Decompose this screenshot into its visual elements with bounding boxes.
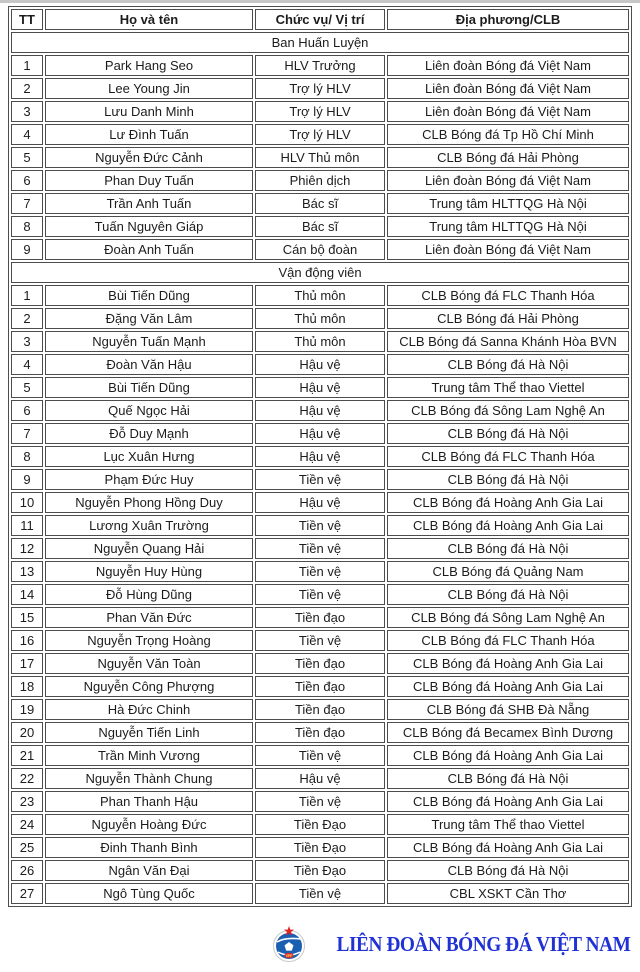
position-cell: Tiền Đạo bbox=[255, 814, 385, 835]
name-cell: Lưu Danh Minh bbox=[45, 101, 253, 122]
section-title: Vận động viên bbox=[11, 262, 629, 283]
name-cell: Bùi Tiến Dũng bbox=[45, 285, 253, 306]
table-row bbox=[11, 354, 629, 375]
name-cell: Nguyễn Huy Hùng bbox=[45, 561, 253, 582]
table-row bbox=[11, 147, 629, 168]
row-number-cell: 8 bbox=[11, 216, 43, 237]
row-number-cell: 12 bbox=[11, 538, 43, 559]
position-cell: Hậu vệ bbox=[255, 423, 385, 444]
name-cell: Nguyễn Trọng Hoàng bbox=[45, 630, 253, 651]
table-row bbox=[11, 722, 629, 743]
table-row bbox=[11, 55, 629, 76]
name-cell: Đỗ Hùng Dũng bbox=[45, 584, 253, 605]
position-cell: Tiền vệ bbox=[255, 791, 385, 812]
name-cell: Ngô Tùng Quốc bbox=[45, 883, 253, 904]
vff-logo-text: VFF bbox=[285, 953, 292, 958]
row-number-cell: 25 bbox=[11, 837, 43, 858]
position-cell: Phiên dịch bbox=[255, 170, 385, 191]
position-cell: Hậu vệ bbox=[255, 492, 385, 513]
table-row bbox=[11, 400, 629, 421]
club-cell: CLB Bóng đá Hải Phòng bbox=[387, 308, 629, 329]
name-cell: Trần Anh Tuấn bbox=[45, 193, 253, 214]
row-number-cell: 3 bbox=[11, 101, 43, 122]
name-cell: Đoàn Anh Tuấn bbox=[45, 239, 253, 260]
table-row bbox=[11, 239, 629, 260]
row-number-cell: 17 bbox=[11, 653, 43, 674]
row-number-cell: 26 bbox=[11, 860, 43, 881]
club-cell: CLB Bóng đá Hoàng Anh Gia Lai bbox=[387, 791, 629, 812]
position-cell: Thủ môn bbox=[255, 308, 385, 329]
table-row bbox=[11, 538, 629, 559]
name-cell: Nguyễn Thành Chung bbox=[45, 768, 253, 789]
table-row bbox=[11, 883, 629, 904]
row-number-cell: 7 bbox=[11, 423, 43, 444]
roster-table-header bbox=[11, 9, 629, 30]
row-number-cell: 6 bbox=[11, 400, 43, 421]
row-number-cell: 24 bbox=[11, 814, 43, 835]
position-cell: Thủ môn bbox=[255, 331, 385, 352]
position-cell: Tiền Đạo bbox=[255, 837, 385, 858]
position-cell: Tiền vệ bbox=[255, 745, 385, 766]
table-row bbox=[11, 745, 629, 766]
position-cell: Hậu vệ bbox=[255, 377, 385, 398]
club-cell: Liên đoàn Bóng đá Việt Nam bbox=[387, 78, 629, 99]
name-cell: Nguyễn Văn Toàn bbox=[45, 653, 253, 674]
table-row bbox=[11, 837, 629, 858]
row-number-cell: 5 bbox=[11, 377, 43, 398]
row-number-cell: 13 bbox=[11, 561, 43, 582]
table-row bbox=[11, 676, 629, 697]
club-cell: CLB Bóng đá FLC Thanh Hóa bbox=[387, 446, 629, 467]
name-cell: Ngân Văn Đại bbox=[45, 860, 253, 881]
position-cell: HLV Trưởng bbox=[255, 55, 385, 76]
club-cell: Liên đoàn Bóng đá Việt Nam bbox=[387, 55, 629, 76]
position-cell: HLV Thủ môn bbox=[255, 147, 385, 168]
name-cell: Park Hang Seo bbox=[45, 55, 253, 76]
club-cell: CLB Bóng đá Hoàng Anh Gia Lai bbox=[387, 676, 629, 697]
club-cell: CLB Bóng đá Quảng Nam bbox=[387, 561, 629, 582]
club-cell: Liên đoàn Bóng đá Việt Nam bbox=[387, 101, 629, 122]
table-row bbox=[11, 170, 629, 191]
club-cell: CLB Bóng đá Hà Nội bbox=[387, 768, 629, 789]
table-row bbox=[11, 423, 629, 444]
name-cell: Lục Xuân Hưng bbox=[45, 446, 253, 467]
table-row bbox=[11, 124, 629, 145]
row-number-cell: 16 bbox=[11, 630, 43, 651]
position-cell: Tiền đạo bbox=[255, 653, 385, 674]
row-number-cell: 9 bbox=[11, 469, 43, 490]
row-number-cell: 18 bbox=[11, 676, 43, 697]
table-row bbox=[11, 860, 629, 881]
row-number-cell: 11 bbox=[11, 515, 43, 536]
table-row bbox=[11, 699, 629, 720]
name-cell: Nguyễn Hoàng Đức bbox=[45, 814, 253, 835]
row-number-cell: 7 bbox=[11, 193, 43, 214]
position-cell: Tiền vệ bbox=[255, 515, 385, 536]
club-cell: CLB Bóng đá Tp Hồ Chí Minh bbox=[387, 124, 629, 145]
row-number-cell: 6 bbox=[11, 170, 43, 191]
position-cell: Tiền đạo bbox=[255, 699, 385, 720]
table-row bbox=[11, 768, 629, 789]
position-cell: Tiền vệ bbox=[255, 630, 385, 651]
position-cell: Bác sĩ bbox=[255, 193, 385, 214]
table-row bbox=[11, 446, 629, 467]
row-number-cell: 4 bbox=[11, 354, 43, 375]
table-row bbox=[11, 101, 629, 122]
position-cell: Tiền vệ bbox=[255, 469, 385, 490]
club-cell: Trung tâm Thể thao Viettel bbox=[387, 814, 629, 835]
row-number-cell: 22 bbox=[11, 768, 43, 789]
table-row bbox=[11, 492, 629, 513]
name-cell: Nguyễn Tiến Linh bbox=[45, 722, 253, 743]
table-row bbox=[11, 78, 629, 99]
table-row bbox=[11, 331, 629, 352]
club-cell: Trung tâm Thể thao Viettel bbox=[387, 377, 629, 398]
row-number-cell: 4 bbox=[11, 124, 43, 145]
row-number-cell: 3 bbox=[11, 331, 43, 352]
club-cell: CLB Bóng đá Hà Nội bbox=[387, 584, 629, 605]
position-cell: Tiền đạo bbox=[255, 722, 385, 743]
header-club: Địa phương/CLB bbox=[387, 9, 629, 30]
club-cell: Liên đoàn Bóng đá Việt Nam bbox=[387, 170, 629, 191]
club-cell: CLB Bóng đá Sanna Khánh Hòa BVN bbox=[387, 331, 629, 352]
roster-table bbox=[8, 6, 632, 907]
section-row bbox=[11, 262, 629, 283]
header-tt: TT bbox=[11, 9, 43, 30]
position-cell: Tiền Đạo bbox=[255, 860, 385, 881]
row-number-cell: 5 bbox=[11, 147, 43, 168]
name-cell: Bùi Tiến Dũng bbox=[45, 377, 253, 398]
name-cell: Đặng Văn Lâm bbox=[45, 308, 253, 329]
club-cell: CBL XSKT Cần Thơ bbox=[387, 883, 629, 904]
name-cell: Nguyễn Công Phượng bbox=[45, 676, 253, 697]
name-cell: Nguyễn Tuấn Mạnh bbox=[45, 331, 253, 352]
row-number-cell: 19 bbox=[11, 699, 43, 720]
header-position: Chức vụ/ Vị trí bbox=[255, 9, 385, 30]
club-cell: CLB Bóng đá Hoàng Anh Gia Lai bbox=[387, 837, 629, 858]
club-cell: CLB Bóng đá Hoàng Anh Gia Lai bbox=[387, 492, 629, 513]
name-cell: Đoàn Văn Hậu bbox=[45, 354, 253, 375]
name-cell: Nguyễn Phong Hồng Duy bbox=[45, 492, 253, 513]
position-cell: Tiền vệ bbox=[255, 538, 385, 559]
club-cell: CLB Bóng đá FLC Thanh Hóa bbox=[387, 285, 629, 306]
row-number-cell: 23 bbox=[11, 791, 43, 812]
position-cell: Tiền vệ bbox=[255, 883, 385, 904]
name-cell: Lư Đình Tuấn bbox=[45, 124, 253, 145]
name-cell: Đinh Thanh Bình bbox=[45, 837, 253, 858]
club-cell: CLB Bóng đá FLC Thanh Hóa bbox=[387, 630, 629, 651]
position-cell: Hậu vệ bbox=[255, 354, 385, 375]
club-cell: Liên đoàn Bóng đá Việt Nam bbox=[387, 239, 629, 260]
club-cell: CLB Bóng đá Hoàng Anh Gia Lai bbox=[387, 745, 629, 766]
table-row bbox=[11, 469, 629, 490]
top-border-line bbox=[0, 0, 640, 3]
position-cell: Tiền đạo bbox=[255, 676, 385, 697]
row-number-cell: 1 bbox=[11, 285, 43, 306]
header-name: Họ và tên bbox=[45, 9, 253, 30]
section-row bbox=[11, 32, 629, 53]
position-cell: Hậu vệ bbox=[255, 768, 385, 789]
table-row bbox=[11, 630, 629, 651]
row-number-cell: 14 bbox=[11, 584, 43, 605]
position-cell: Bác sĩ bbox=[255, 216, 385, 237]
position-cell: Tiền đạo bbox=[255, 607, 385, 628]
name-cell: Phan Duy Tuấn bbox=[45, 170, 253, 191]
name-cell: Phan Thanh Hậu bbox=[45, 791, 253, 812]
table-row bbox=[11, 308, 629, 329]
header-row bbox=[11, 9, 629, 30]
table-row bbox=[11, 285, 629, 306]
roster-table-body bbox=[11, 32, 629, 904]
table-row bbox=[11, 561, 629, 582]
table-row bbox=[11, 814, 629, 835]
table-row bbox=[11, 607, 629, 628]
federation-name: LIÊN ĐOÀN BÓNG ĐÁ VIỆT NAM bbox=[336, 931, 630, 956]
club-cell: CLB Bóng đá Hải Phòng bbox=[387, 147, 629, 168]
section-title: Ban Huấn Luyện bbox=[11, 32, 629, 53]
position-cell: Trợ lý HLV bbox=[255, 124, 385, 145]
row-number-cell: 21 bbox=[11, 745, 43, 766]
position-cell: Trợ lý HLV bbox=[255, 78, 385, 99]
name-cell: Phan Văn Đức bbox=[45, 607, 253, 628]
club-cell: CLB Bóng đá Hà Nội bbox=[387, 860, 629, 881]
name-cell: Trần Minh Vương bbox=[45, 745, 253, 766]
row-number-cell: 10 bbox=[11, 492, 43, 513]
name-cell: Tuấn Nguyên Giáp bbox=[45, 216, 253, 237]
position-cell: Cán bộ đoàn bbox=[255, 239, 385, 260]
position-cell: Thủ môn bbox=[255, 285, 385, 306]
club-cell: CLB Bóng đá Sông Lam Nghệ An bbox=[387, 400, 629, 421]
row-number-cell: 2 bbox=[11, 78, 43, 99]
vff-logo-icon bbox=[271, 925, 307, 963]
name-cell: Phạm Đức Huy bbox=[45, 469, 253, 490]
name-cell: Nguyễn Đức Cảnh bbox=[45, 147, 253, 168]
table-row bbox=[11, 377, 629, 398]
row-number-cell: 8 bbox=[11, 446, 43, 467]
club-cell: CLB Bóng đá Hoàng Anh Gia Lai bbox=[387, 515, 629, 536]
position-cell: Hậu vệ bbox=[255, 400, 385, 421]
table-row bbox=[11, 193, 629, 214]
club-cell: CLB Bóng đá Hoàng Anh Gia Lai bbox=[387, 653, 629, 674]
row-number-cell: 2 bbox=[11, 308, 43, 329]
name-cell: Lương Xuân Trường bbox=[45, 515, 253, 536]
name-cell: Đỗ Duy Mạnh bbox=[45, 423, 253, 444]
name-cell: Nguyễn Quang Hải bbox=[45, 538, 253, 559]
footer bbox=[8, 925, 632, 963]
table-row bbox=[11, 584, 629, 605]
club-cell: Trung tâm HLTTQG Hà Nội bbox=[387, 216, 629, 237]
row-number-cell: 20 bbox=[11, 722, 43, 743]
table-row bbox=[11, 216, 629, 237]
position-cell: Tiền vệ bbox=[255, 561, 385, 582]
club-cell: CLB Bóng đá Hà Nội bbox=[387, 423, 629, 444]
name-cell: Quế Ngọc Hải bbox=[45, 400, 253, 421]
club-cell: CLB Bóng đá Hà Nội bbox=[387, 469, 629, 490]
table-row bbox=[11, 653, 629, 674]
position-cell: Trợ lý HLV bbox=[255, 101, 385, 122]
name-cell: Lee Young Jin bbox=[45, 78, 253, 99]
position-cell: Hậu vệ bbox=[255, 446, 385, 467]
row-number-cell: 27 bbox=[11, 883, 43, 904]
table-row bbox=[11, 515, 629, 536]
club-cell: CLB Bóng đá Hà Nội bbox=[387, 354, 629, 375]
position-cell: Tiền vệ bbox=[255, 584, 385, 605]
row-number-cell: 9 bbox=[11, 239, 43, 260]
club-cell: CLB Bóng đá SHB Đà Nẵng bbox=[387, 699, 629, 720]
row-number-cell: 15 bbox=[11, 607, 43, 628]
row-number-cell: 1 bbox=[11, 55, 43, 76]
table-row bbox=[11, 791, 629, 812]
name-cell: Hà Đức Chinh bbox=[45, 699, 253, 720]
club-cell: CLB Bóng đá Sông Lam Nghệ An bbox=[387, 607, 629, 628]
club-cell: CLB Bóng đá Hà Nội bbox=[387, 538, 629, 559]
club-cell: Trung tâm HLTTQG Hà Nội bbox=[387, 193, 629, 214]
club-cell: CLB Bóng đá Becamex Bình Dương bbox=[387, 722, 629, 743]
